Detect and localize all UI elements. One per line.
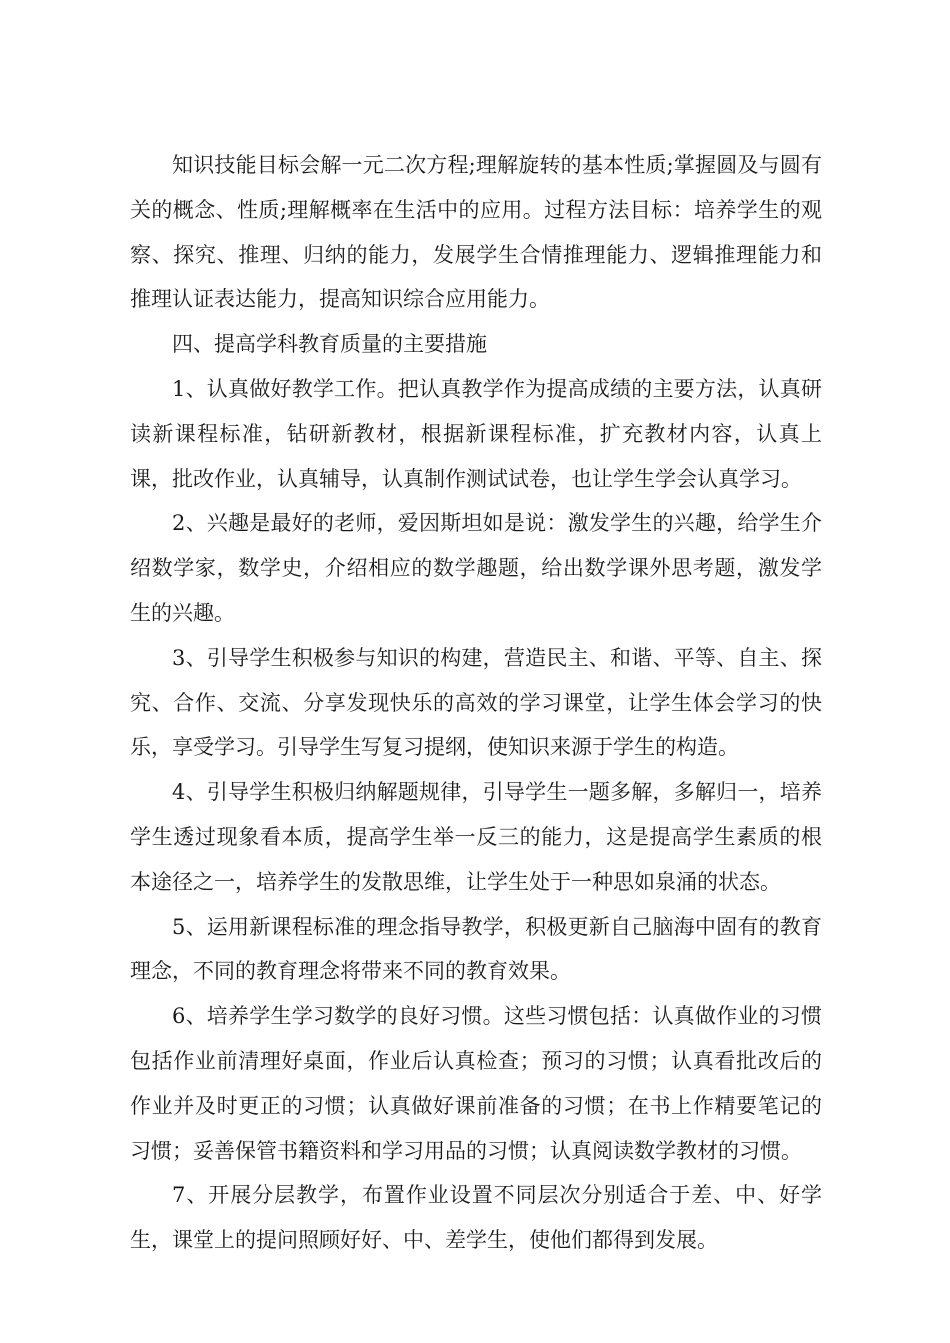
paragraph-objectives: 知识技能目标会解一元二次方程;理解旋转的基本性质;掌握圆及与圆有关的概念、性质;理解概率在生活中的应用。过程方法目标：培养学生的观察、探究、推理、归纳的能力，发展学生合情推理能力、逻辑推理能力和推理认证表达能力，提高知识综合应用能力。 — [130, 153, 822, 312]
paragraph-measure-5: 5、运用新课程标准的理念指导教学，积极更新自己脑海中固有的教育理念，不同的教育理念将带来不同的教育效果。 — [130, 914, 822, 984]
section-heading-measures: 四、提高学科教育质量的主要措施 — [172, 332, 487, 357]
paragraph-measure-6: 6、培养学生学习数学的良好习惯。这些习惯包括：认真做作业的习惯包括作业前清理好桌面，作业后认真检查；预习的习惯；认真看批改后的作业并及时更正的习惯；认真做好课前准备的习惯；在书上作精要笔记的习惯；妥善保管书籍资料和学习用品的习惯；认真阅读数学教材的习惯。 — [130, 1004, 822, 1163]
paragraph-measure-3: 3、引导学生积极参与知识的构建，营造民主、和谐、平等、自主、探究、合作、交流、分享发现快乐的高效的学习课堂，让学生体会学习的快乐，享受学习。引导学生写复习提纲，使知识来源于学生的构造。 — [130, 645, 822, 760]
paragraph-measure-2: 2、兴趣是最好的老师，爱因斯坦如是说：激发学生的兴趣，给学生介绍数学家，数学史，介绍相应的数学趣题，给出数学课外思考题，激发学生的兴趣。 — [130, 511, 822, 625]
paragraph-measure-1: 1、认真做好教学工作。把认真教学作为提高成绩的主要方法，认真研读新课程标准，钻研新教材，根据新课程标准，扩充教材内容，认真上课，批改作业，认真辅导，认真制作测试试卷，也让学生学会认真学习。 — [130, 376, 822, 491]
document-body — [130, 143, 822, 1263]
paragraph-measure-7: 7、开展分层教学，布置作业设置不同层次分别适合于差、中、好学生，课堂上的提问照顾好好、中、差学生，使他们都得到发展。 — [130, 1183, 822, 1253]
paragraph-measure-4: 4、引导学生积极归纳解题规律，引导学生一题多解，多解归一，培养学生透过现象看本质，提高学生举一反三的能力，这是提高学生素质的根本途径之一，培养学生的发散思维，让学生处于一种思如泉涌的状态。 — [130, 780, 822, 894]
